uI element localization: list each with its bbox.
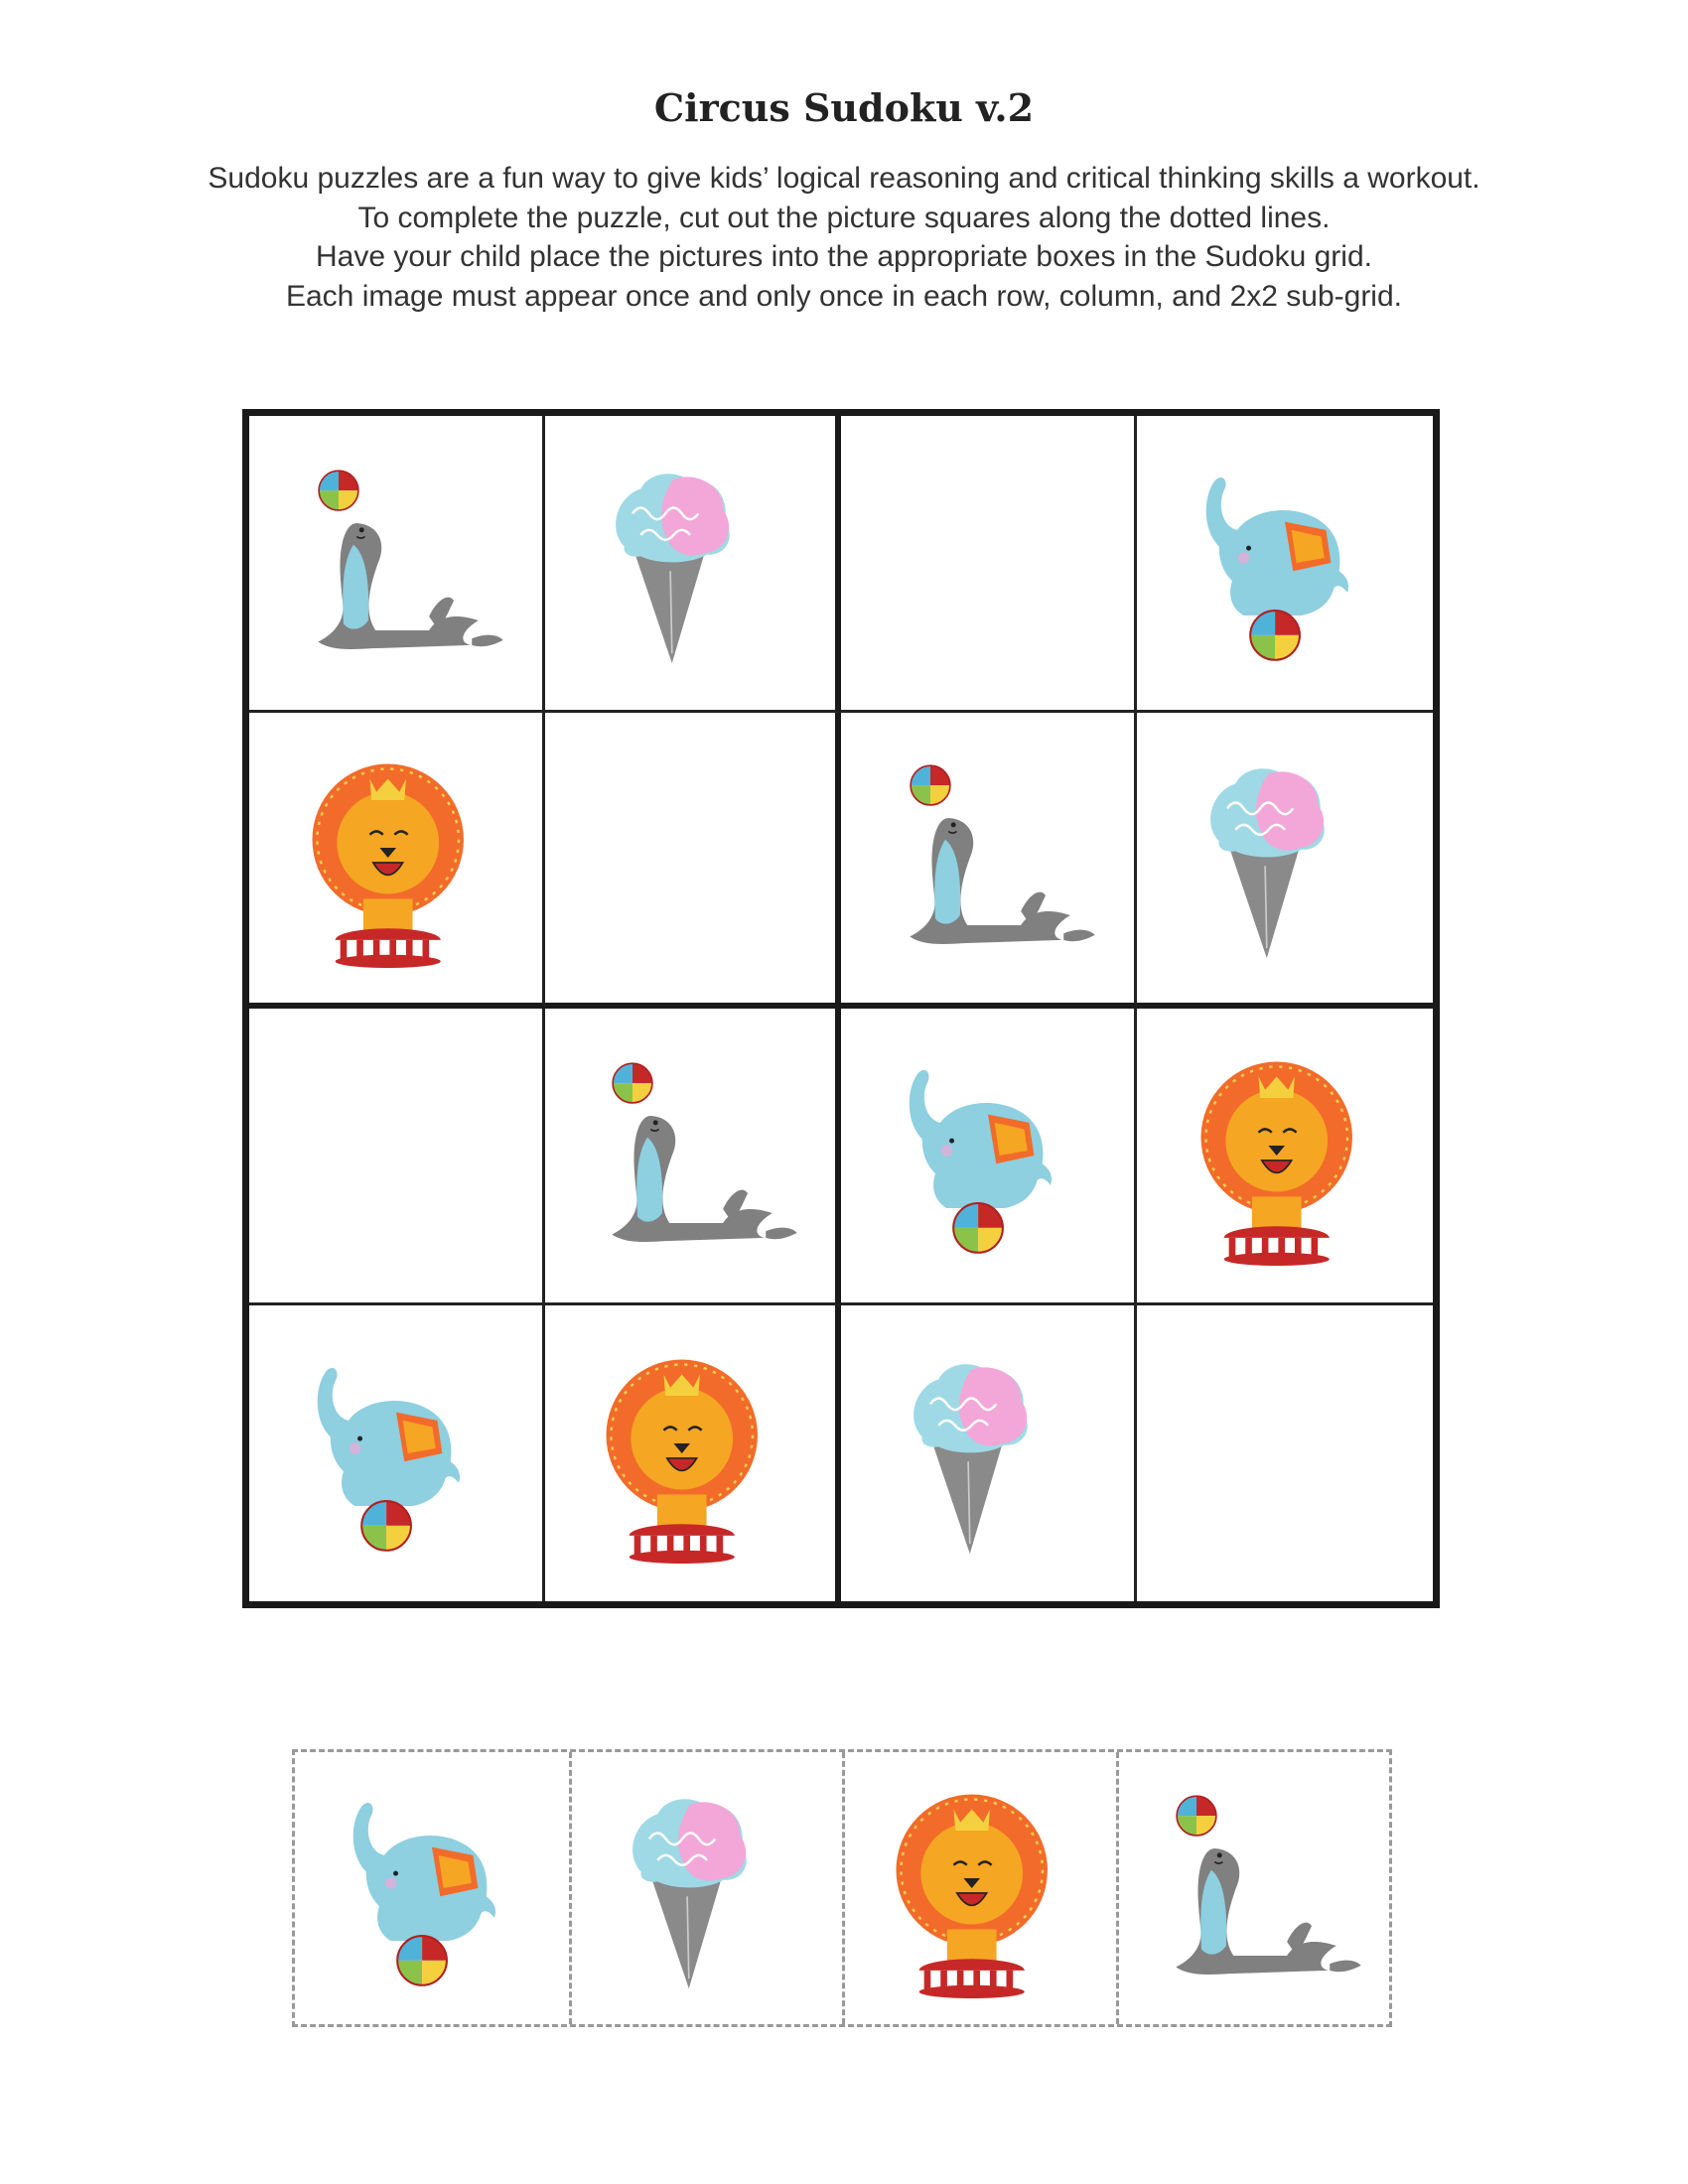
grid-cell-empty[interactable] [545,713,841,1010]
lion-icon [865,1758,1095,2018]
grid-cell [1137,1009,1433,1305]
grid-cell [1137,416,1433,713]
instruction-line: Sudoku puzzles are a fun way to give kids’ logical reasoning and critical thinking skills a workout. [208,162,1480,195]
seal-icon [1139,1758,1369,2018]
seal-icon [575,1025,805,1286]
grid-cell [249,713,545,1010]
cutout-piece[interactable] [1116,1752,1390,2024]
elephant-icon [281,1323,511,1583]
cotton-candy-icon [592,1758,822,2018]
grid-cell-empty[interactable] [249,1009,545,1305]
cotton-candy-icon [575,433,805,693]
grid-cell-empty[interactable] [1137,1305,1433,1602]
elephant-icon [1170,433,1400,693]
cutout-piece[interactable] [842,1752,1116,2024]
seal-icon [873,728,1103,988]
instructions [0,159,1688,316]
elephant-icon [873,1025,1103,1286]
sudoku-grid [242,409,1440,1608]
instruction-line: Each image must appear once and only once in each row, column, and 2x2 sub-grid. [285,279,1402,313]
cotton-candy-icon [873,1323,1103,1583]
cotton-candy-icon [1170,728,1400,988]
lion-icon [1170,1025,1400,1286]
elephant-icon [317,1758,547,2018]
lion-icon [575,1323,805,1583]
seal-icon [281,433,511,693]
grid-cell-empty[interactable] [841,416,1137,713]
grid-cell [1137,713,1433,1010]
grid-cell [841,713,1137,1010]
grid-cell [249,416,545,713]
grid-cell [841,1305,1137,1602]
grid-cell [841,1009,1137,1305]
page-title: Circus Sudoku v.2 [653,85,1035,130]
grid-cell [545,1009,841,1305]
instruction-line: Have your child place the pictures into the appropriate boxes in the Sudoku grid. [316,240,1372,273]
instruction-line: To complete the puzzle, cut out the picture squares along the dotted lines. [357,201,1331,234]
cutout-piece[interactable] [295,1752,569,2024]
cutout-piece[interactable] [569,1752,843,2024]
grid-cell [249,1305,545,1602]
cutout-strip [292,1749,1392,2027]
grid-cell [545,416,841,713]
lion-icon [281,728,511,988]
grid-cell [545,1305,841,1602]
